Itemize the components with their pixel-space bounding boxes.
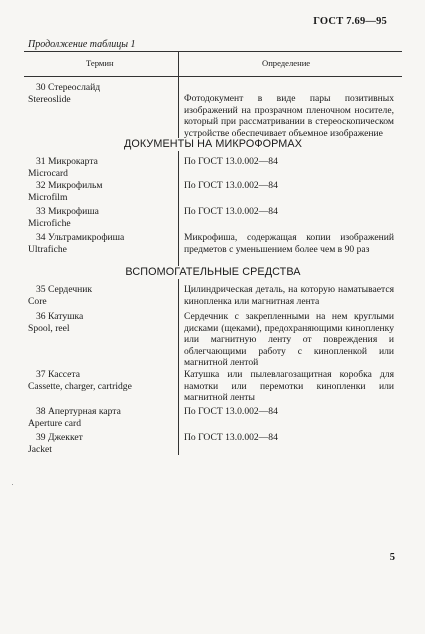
document-code: ГОСТ 7.69—95	[313, 16, 387, 27]
term-entry	[28, 156, 176, 179]
term-entry	[28, 180, 176, 203]
term-definition: По ГОСТ 13.0.002—84	[184, 156, 278, 167]
term-en: Ultrafiche	[28, 243, 67, 255]
term-entry	[28, 206, 176, 229]
term-entry	[28, 406, 176, 429]
term-definition: Катушка или пылевлагозащитная коробка для намотки или перемотки кинопленки или магнитной ленты	[184, 369, 394, 404]
column-divider	[178, 279, 179, 455]
term-definition: Цилиндрическая деталь, на которую наматывается кинопленка или магнитная лента	[184, 284, 394, 307]
term-en: Jacket	[28, 443, 52, 455]
term-ru: 37 Кассета	[36, 369, 80, 380]
table-continuation-label: Продолжение таблицы 1	[28, 39, 136, 50]
term-en: Stereoslide	[28, 93, 71, 105]
column-header-terms: Термин	[86, 58, 114, 68]
section-heading-auxiliary: ВСПОМОГАТЕЛЬНЫЕ СРЕДСТВА	[125, 266, 301, 278]
column-divider	[178, 51, 179, 138]
term-en: Core	[28, 295, 47, 307]
term-definition: По ГОСТ 13.0.002—84	[184, 180, 278, 191]
term-definition: По ГОСТ 13.0.002—84	[184, 206, 278, 217]
term-entry	[28, 369, 176, 392]
section-heading-microforms: ДОКУМЕНТЫ НА МИКРОФОРМАХ	[123, 138, 302, 150]
term-definition: Микрофиша, содержащая копии изображений предметов с уменьшением более чем в 90 раз	[184, 232, 394, 255]
term-en: Spool, reel	[28, 322, 70, 334]
term-ru: 39 Джеккет	[36, 432, 83, 443]
term-definition: По ГОСТ 13.0.002—84	[184, 432, 278, 443]
term-entry	[28, 432, 176, 455]
table-top-rule	[24, 51, 402, 52]
term-ru: 30 Стереослайд	[36, 82, 101, 93]
term-definition: По ГОСТ 13.0.002—84	[184, 406, 278, 417]
term-definition: Сердечник с закрепленными на нем круглыми дисками (щеками), предохраняющими кинопленку или магнитную ленту от повреждения и облегчающими работу с кинопленкой или магнитной лентой	[184, 311, 394, 369]
term-en: Aperture card	[28, 417, 81, 429]
term-ru: 31 Микрокарта	[36, 156, 98, 167]
term-entry	[28, 82, 176, 105]
term-entry	[28, 311, 176, 334]
term-ru: 32 Микрофильм	[36, 180, 103, 191]
term-ru: 33 Микрофиша	[36, 206, 99, 217]
term-entry	[28, 232, 176, 255]
term-ru: 35 Сердечник	[36, 284, 93, 295]
page-number: 5	[389, 552, 395, 563]
term-en: Cassette, charger, cartridge	[28, 380, 132, 392]
column-divider	[178, 151, 179, 266]
term-en: Microfilm	[28, 191, 68, 203]
term-en: Microfiche	[28, 217, 71, 229]
term-entry	[28, 284, 176, 307]
term-en: Microcard	[28, 167, 68, 179]
header-bottom-rule	[24, 76, 402, 77]
term-ru: 38 Апертурная карта	[36, 406, 121, 417]
term-ru: 34 Ультрамикрофиша	[36, 232, 125, 243]
scan-speck	[12, 484, 13, 485]
term-definition: Фотодокумент в виде пары позитивных изображений на прозрачном пленочном носителе, который при рассматривании в стереоскопическом устройстве обеспечивает объемное изображение	[184, 93, 394, 139]
column-header-definition: Определение	[262, 58, 311, 68]
term-ru: 36 Катушка	[36, 311, 84, 322]
